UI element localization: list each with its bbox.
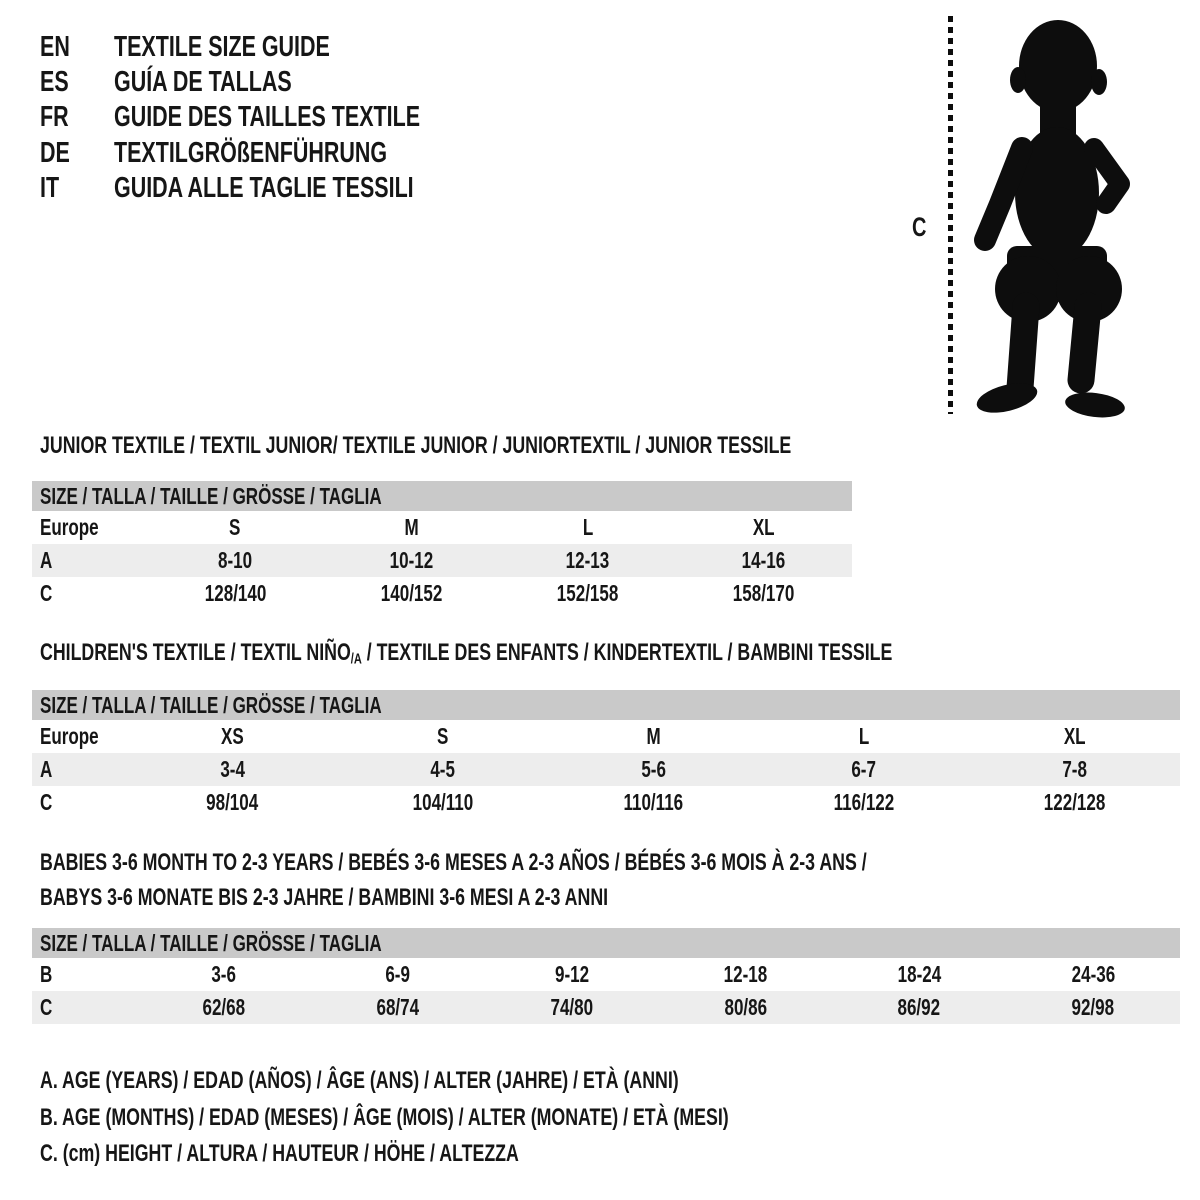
height-label-text: C — [912, 212, 927, 242]
table-cell — [676, 580, 852, 607]
language-label: TEXTILE SIZE GUIDE — [114, 31, 330, 63]
table-cell-value: 86/92 — [897, 994, 941, 1020]
table-cell — [147, 514, 323, 541]
language-code: DE — [40, 136, 70, 169]
row-label-cell — [32, 514, 147, 541]
table-cell — [658, 961, 832, 988]
legend — [40, 1063, 971, 1173]
table-cell-value: 152/158 — [556, 580, 619, 606]
language-code: IT — [40, 171, 60, 204]
table-cell-value: 6-9 — [385, 961, 411, 987]
language-row-text — [40, 100, 420, 135]
language-code: ES — [40, 66, 69, 99]
language-row-text — [40, 65, 292, 100]
row-label: C — [40, 580, 53, 606]
table-cell — [485, 994, 659, 1021]
table-cell-value: 116/122 — [833, 789, 895, 815]
table-cell-value: XL — [752, 514, 775, 540]
table-cell — [548, 789, 759, 816]
language-row — [40, 30, 554, 65]
section-title-text: JUNIOR TEXTILE / TEXTIL JUNIOR/ TEXTILE JUNIOR / JUNIORTEXTIL / JUNIOR TESSILE — [40, 432, 792, 459]
table-cell — [500, 514, 676, 541]
table-cell — [832, 961, 1006, 988]
language-code: EN — [40, 31, 70, 63]
section-babies-table — [32, 928, 1180, 1024]
language-list — [40, 30, 554, 206]
size-table-header-text: SIZE / TALLA / TAILLE / GRÖSSE / TAGLIA — [40, 691, 382, 718]
row-label-cell — [32, 789, 127, 816]
table-cell — [500, 547, 676, 574]
row-label: A — [40, 756, 53, 782]
table-cell-value: 80/86 — [724, 994, 767, 1020]
section-title-text: BABIES 3-6 MONTH TO 2-3 YEARS / BEBÉS 3-6 MESES A 2-3 AÑOS / BÉBÉS 3-6 MOIS À 2-3 ANS / — [40, 849, 867, 876]
table-cell-value: 104/110 — [412, 789, 474, 815]
table-cell-value: 24-36 — [1071, 961, 1115, 987]
table-cell-value: 9-12 — [554, 961, 589, 987]
table-cell-value: 18-24 — [897, 961, 941, 987]
section-title-line — [40, 428, 1055, 463]
table-cell-value: 68/74 — [376, 994, 420, 1020]
table-cell — [338, 789, 549, 816]
table-cell-value: 12-18 — [723, 961, 768, 987]
language-label: GUIDE DES TAILLES TEXTILE — [114, 101, 421, 134]
table-cell-value: 6-7 — [851, 756, 877, 782]
row-label: C — [40, 994, 53, 1020]
table-cell — [485, 961, 659, 988]
size-table-header — [32, 481, 852, 511]
table-cell-value: 3-4 — [219, 756, 245, 782]
table-cell — [759, 789, 970, 816]
table-cell — [137, 961, 311, 988]
section-children-title — [40, 635, 1192, 670]
table-cell-value: M — [404, 514, 419, 540]
row-label-cell — [32, 756, 127, 783]
language-row-text — [40, 136, 387, 171]
section-children-table — [32, 690, 1180, 819]
legend-line — [40, 1063, 971, 1100]
row-label: A — [40, 547, 53, 573]
table-cell — [323, 547, 499, 574]
language-row — [40, 136, 554, 171]
table-row — [32, 720, 1180, 753]
table-cell-value: L — [858, 723, 870, 749]
row-label-cell — [32, 547, 147, 574]
table-cell-value: S — [229, 514, 241, 540]
table-cell — [311, 961, 485, 988]
language-code: FR — [40, 101, 69, 134]
legend-text: B. AGE (MONTHS) / EDAD (MESES) / ÂGE (MOIS) / ALTER (MONATE) / ETÀ (MESI) — [40, 1103, 729, 1131]
table-cell — [323, 514, 499, 541]
language-row-text — [40, 171, 414, 206]
section-babies-title — [40, 845, 1157, 915]
language-label: TEXTILGRÖßENFÜHRUNG — [114, 136, 388, 169]
table-cell-value: 12-13 — [565, 547, 610, 573]
row-label: B — [40, 961, 53, 987]
table-cell-value: 158/170 — [733, 580, 795, 606]
section-title-part: / TEXTILE DES ENFANTS / KINDERTEXTIL / BAMBINI TESSILE — [361, 639, 893, 666]
table-cell — [147, 547, 323, 574]
language-label: GUÍA DE TALLAS — [114, 66, 292, 99]
table-cell-value: 4-5 — [430, 756, 456, 782]
section-title-text — [40, 635, 892, 677]
row-label: C — [40, 789, 53, 815]
row-label-cell — [32, 723, 127, 750]
toddler-silhouette — [962, 8, 1146, 422]
table-cell — [548, 723, 759, 750]
table-row — [32, 511, 852, 544]
legend-line — [40, 1100, 971, 1137]
table-row — [32, 753, 1180, 786]
table-cell — [759, 756, 970, 783]
height-dashed-line — [948, 16, 953, 414]
legend-text: A. AGE (YEARS) / EDAD (AÑOS) / ÂGE (ANS) / ALTER (JAHRE) / ETÀ (ANNI) — [40, 1067, 679, 1094]
table-cell-value: XS — [220, 723, 244, 749]
table-cell-value: S — [437, 723, 449, 749]
table-row — [32, 786, 1180, 819]
table-cell — [147, 580, 323, 607]
table-cell-value: 74/80 — [550, 994, 593, 1020]
table-row — [32, 958, 1180, 991]
table-cell-value: M — [646, 723, 661, 749]
table-cell-value: 98/104 — [206, 789, 259, 815]
table-cell-value: XL — [1063, 723, 1086, 749]
table-cell-value: 122/128 — [1043, 789, 1106, 815]
section-junior-title — [40, 428, 1055, 463]
table-row — [32, 991, 1180, 1024]
table-cell-value: 62/68 — [202, 994, 246, 1020]
section-title-line — [40, 880, 1157, 915]
section-title-part: CHILDREN'S TEXTILE / TEXTIL NIÑO — [40, 639, 351, 666]
table-row — [32, 577, 852, 610]
size-table-header-text: SIZE / TALLA / TAILLE / GRÖSSE / TAGLIA — [40, 482, 382, 509]
table-cell — [676, 514, 852, 541]
table-cell-value: 7-8 — [1062, 756, 1087, 782]
row-label: Europe — [40, 723, 99, 749]
row-label: Europe — [40, 514, 99, 540]
size-table-header — [32, 928, 1180, 958]
table-cell-value: 92/98 — [1071, 994, 1115, 1020]
language-row-text — [40, 30, 330, 65]
language-row — [40, 65, 554, 100]
table-cell — [137, 994, 311, 1021]
section-junior-table — [32, 481, 852, 610]
legend-line — [40, 1136, 971, 1173]
table-cell-value: 3-6 — [211, 961, 237, 987]
table-cell-value: 10-12 — [389, 547, 434, 573]
language-row — [40, 100, 554, 135]
table-cell — [676, 547, 852, 574]
table-cell-value: 110/116 — [623, 789, 684, 815]
table-cell-value: 140/152 — [380, 580, 443, 606]
table-cell — [969, 756, 1180, 783]
toddler-silhouette-shape — [974, 20, 1126, 421]
table-cell — [500, 580, 676, 607]
table-cell-value: 128/140 — [204, 580, 266, 606]
table-cell-value: 5-6 — [641, 756, 666, 782]
table-cell — [1006, 961, 1180, 988]
table-cell — [969, 723, 1180, 750]
table-cell-value: 8-10 — [218, 547, 253, 573]
legend-text: C. (cm) HEIGHT / ALTURA / HAUTEUR / HÖHE / ALTEZZA — [40, 1140, 519, 1167]
table-cell — [548, 756, 759, 783]
row-label-cell — [32, 961, 137, 988]
section-title-line — [40, 845, 1157, 880]
language-label: GUIDA ALLE TAGLIE TESSILI — [114, 171, 414, 204]
height-label-c — [912, 212, 932, 242]
row-label-cell — [32, 994, 137, 1021]
size-table-header — [32, 690, 1180, 720]
table-cell — [323, 580, 499, 607]
table-cell — [969, 789, 1180, 816]
table-cell — [338, 723, 549, 750]
table-cell-value: 14-16 — [742, 547, 786, 573]
table-cell — [338, 756, 549, 783]
section-title-text: BABYS 3-6 MONATE BIS 2-3 JAHRE / BAMBINI 3-6 MESI A 2-3 ANNI — [40, 884, 609, 911]
table-cell — [658, 994, 832, 1021]
row-label-cell — [32, 580, 147, 607]
table-cell — [832, 994, 1006, 1021]
table-cell — [759, 723, 970, 750]
table-cell — [1006, 994, 1180, 1021]
table-cell-value: L — [582, 514, 593, 540]
table-cell — [127, 789, 338, 816]
table-cell — [127, 756, 338, 783]
table-cell — [311, 994, 485, 1021]
language-row — [40, 171, 554, 206]
section-title-line — [40, 635, 1192, 670]
size-table-header-text: SIZE / TALLA / TAILLE / GRÖSSE / TAGLIA — [40, 929, 382, 956]
section-title-part: /A — [350, 651, 362, 668]
table-row — [32, 544, 852, 577]
table-cell — [127, 723, 338, 750]
